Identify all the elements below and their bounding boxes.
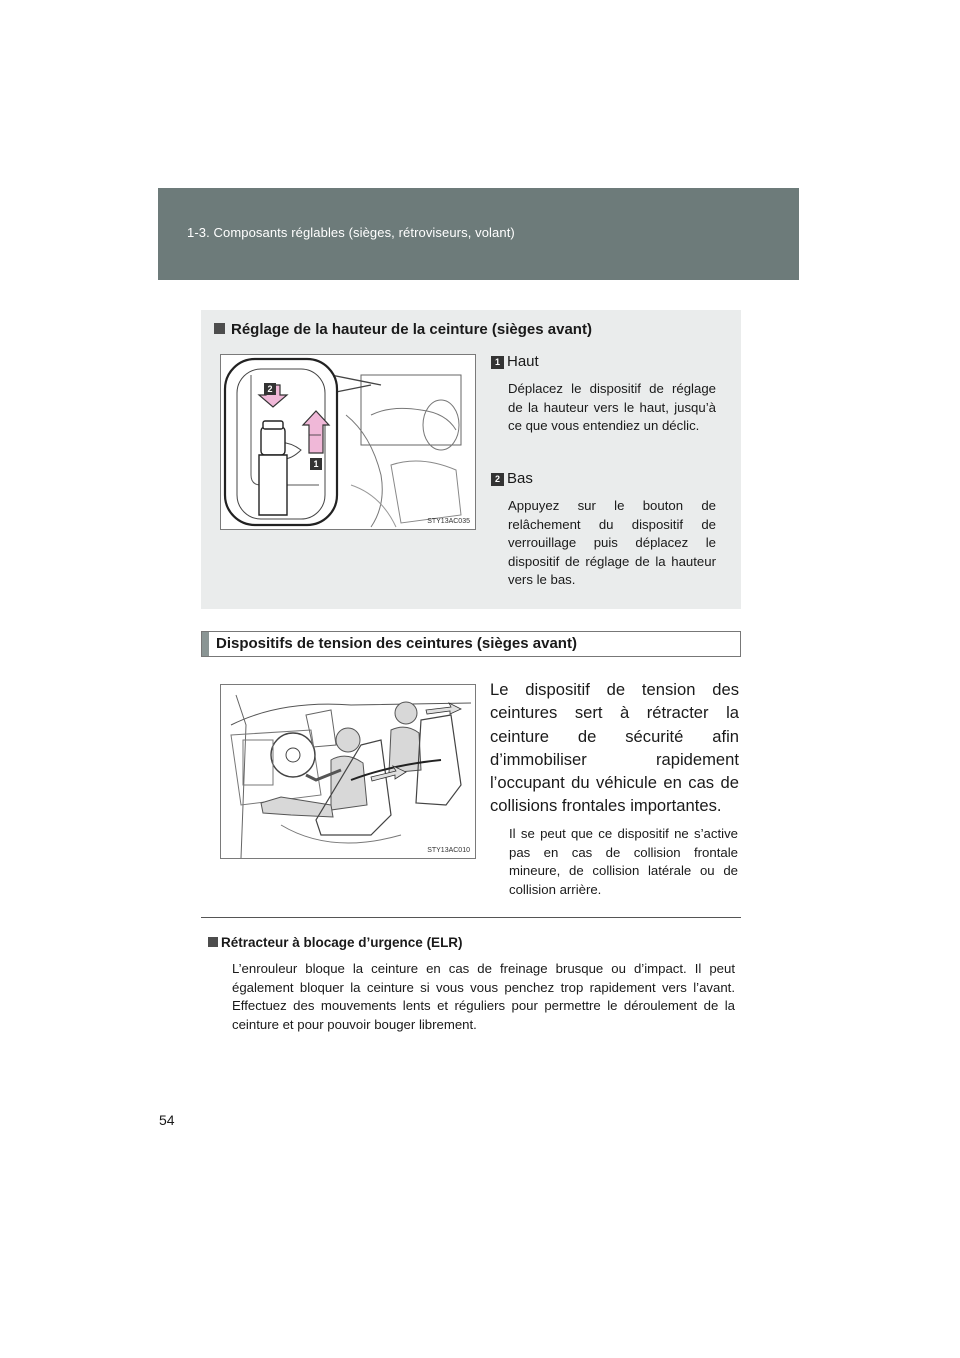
section-bar-accent xyxy=(202,632,209,656)
tensioner-note: Il se peut que ce dispositif ne s’active pas en cas de collision frontale mineure, de collision latérale ou de collision arrière. xyxy=(509,826,738,897)
square-bullet-icon xyxy=(208,937,218,947)
callout-1-label: 1 xyxy=(310,458,322,470)
elr-description: L’enrouleur bloque la ceinture en cas de freinage brusque ou d’impact. Il peut également bloquer la ceinture si vous vous penchez trop rapidement vers l’avant. Effectuez des mouvements lents et réguliers pour permettre le déroulement de la ceinture et pour pouvoir bouger librement. xyxy=(232,961,735,1033)
tensioner-section-bar xyxy=(201,631,741,657)
step-up-title: Haut xyxy=(507,353,539,370)
tensioner-section-title: Dispositifs de tension des ceintures (sièges avant) xyxy=(216,635,577,652)
illustration-code: STY13AC035 xyxy=(427,518,470,525)
belt-anchor-drawing xyxy=(221,355,475,529)
square-bullet-icon xyxy=(214,323,225,334)
tensioner-drawing xyxy=(221,685,475,858)
section-title: 1-3. Composants réglables (sièges, rétroviseurs, volant) xyxy=(187,225,515,240)
step-number-badge: 2 xyxy=(491,473,504,486)
step-down-head xyxy=(491,469,721,489)
page-number: 54 xyxy=(159,1112,175,1128)
step-down-description: Appuyez sur le bouton de relâchement du dispositif de verrouillage puis déplacez le dispositif de réglage de la hauteur vers le bas. xyxy=(508,498,716,587)
step-down-title: Bas xyxy=(507,470,533,487)
step-up xyxy=(491,352,721,436)
illustration-code: STY13AC010 xyxy=(427,847,470,854)
step-up-description: Déplacez le dispositif de réglage de la hauteur vers le haut, jusqu’à ce que vous entendiez un déclic. xyxy=(508,381,716,433)
callout-2-label: 2 xyxy=(264,383,276,395)
step-number-badge: 1 xyxy=(491,356,504,369)
section-divider xyxy=(201,917,741,918)
tensioner-description: Le dispositif de tension des ceintures sert à rétracter la ceinture de sécurité afin d’immobiliser rapidement l’occupant du véhicule en cas de collisions frontales importantes. xyxy=(490,680,739,816)
step-up-head xyxy=(491,352,721,372)
belt-anchor-illustration xyxy=(220,354,476,530)
elr-heading: Rétracteur à blocage d’urgence (ELR) xyxy=(208,935,463,950)
chapter-header xyxy=(158,188,799,280)
step-down xyxy=(491,469,721,590)
tensioner-illustration xyxy=(220,684,476,859)
height-adjust-heading: Réglage de la hauteur de la ceinture (sièges avant) xyxy=(214,321,592,338)
